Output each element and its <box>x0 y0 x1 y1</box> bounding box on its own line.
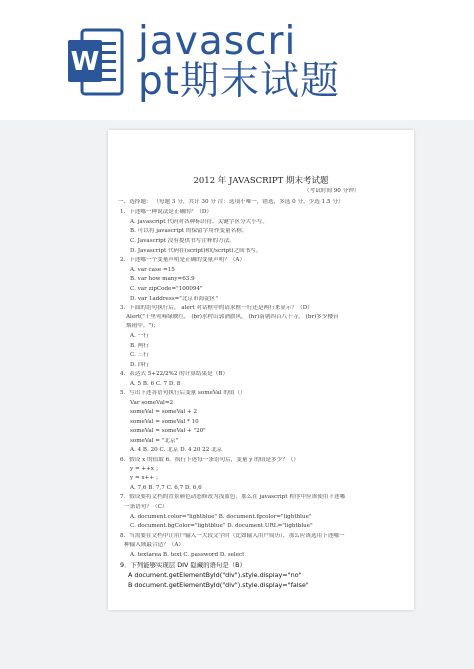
q7-options-cd: C. document.bgColor="lightblue" D. document.URL="lightblue" <box>130 523 313 529</box>
q3-option-d: D. 四行 <box>130 362 150 368</box>
q3-option-b: B. 两行 <box>130 343 149 349</box>
page-title-line-2: pt期末试题 <box>138 59 341 104</box>
question-2: 2．下述哪一个变量声明是正确的变量声明？（A） <box>120 257 246 263</box>
document-title: 2012 年 JAVASCRIPT 期末考试题 <box>193 176 329 186</box>
question-4: 4．表达式 5+22/2%2 的计算结果是（B） <box>120 371 229 377</box>
q5-code-line-5: someVal = "北京" <box>130 438 179 444</box>
q2-option-a: A. var case =15 <box>130 267 175 273</box>
q2-option-b: B. var how many=63.9 <box>130 276 195 282</box>
q5-options: A. 4 B. 20 C. 北京 D. 4 20 22 北京 <box>130 447 223 453</box>
q2-option-c: C. var zipCode="100094" <box>130 286 203 292</box>
q3-option-c: C. 三行 <box>130 352 149 358</box>
q6-code-line-1: y = ++x ； <box>130 466 162 472</box>
q5-code-line-2: someVal = someVal + 2 <box>130 409 198 415</box>
banner <box>0 0 474 120</box>
section-heading: 一、选择题： （每题 3 分，共计 30 分 注：选项不唯一，错选，多选 0 分，少选 1.5 分） <box>118 199 344 205</box>
page-title-line-1: javascri <box>138 19 297 64</box>
exam-time: （考试时间 90 分钟） <box>304 188 360 194</box>
q1-option-d: D. Javascript 代码在(script)和(/script)之间书写。 <box>130 248 262 254</box>
q1-option-a: A. javascript 代码对各种标识符、关键字区分大小写。 <box>130 219 268 225</box>
q1-option-b: B. 可以将 javascript 的保留字用作变量名称。 <box>130 228 248 234</box>
q6-code-line-2: y = x++ ； <box>130 475 162 481</box>
q6-options: A. 7,6 B. 7,7 C. 6,7 D. 6,6 <box>130 485 202 491</box>
q3-code-line-2: 烟雨中。")； <box>126 323 159 329</box>
question-5: 5．写出下述各语句执行后变量 someVal 的值（） <box>120 390 246 396</box>
document-content <box>108 130 414 610</box>
page-title <box>138 19 438 104</box>
q8-options: A. textarea B. text C. password D. select <box>130 552 245 558</box>
question-6: 6．假设 x 的值取 6，执行下述每一条语句后，变量 y 的值是多少？（） <box>120 457 299 463</box>
q3-code-line-1: Alert("千里莺啼绿映红， (br)水村山郭酒旗风， (hr)南朝四百八十寺， (br)多少楼台 <box>126 314 339 320</box>
q2-option-d: D. var 1address="北京市海淀区" <box>130 296 218 302</box>
question-8-cont: 种输入域最合适？（A） <box>124 542 184 548</box>
document-page[interactable] <box>108 130 414 610</box>
q7-options-ab: A. document.color="lightblue" B. document.fgcolor="lightblue" <box>130 514 312 520</box>
q5-code-line-4: someVal = someVal + "20" <box>130 428 206 434</box>
question-7-cont: 一条语句？（C） <box>124 504 168 510</box>
question-8: 8．当需要在文档中让用户输入一大段文字时（比如输入用户简历），那么应该选用下述哪一 <box>120 533 345 539</box>
q1-option-c: C. Javascript 没有提供书写注释的方法。 <box>130 238 235 244</box>
question-1: 1．下述哪一种说法是正确的？（D） <box>120 209 212 215</box>
question-3: 3．下面的语句执行后， alert 对话框中的请求框一行还是两行来显示？（D） <box>120 305 313 311</box>
svg-text:W: W <box>70 47 100 77</box>
q9-option-a: A document.getElementById("div").style.display="no" <box>128 572 302 579</box>
q5-code-line-1: Var someVal=2 <box>130 400 174 406</box>
question-7: 7．假设要将文档的背景颜色动态修改为浅蓝色，那么在 javascript 程序中应该使用下述哪 <box>120 494 346 500</box>
word-icon <box>66 28 126 98</box>
q3-option-a: A. 一行 <box>130 333 149 339</box>
question-9: 9．下列能够实现层 DIV 隐藏的语句是（B） <box>120 562 246 569</box>
q5-code-line-3: someVal = someVal * 10 <box>130 419 199 425</box>
q9-option-b: B document.getElementById("div").style.display="false" <box>128 582 309 589</box>
q4-options: A. 5 B. 6 C. 7 D. 8 <box>130 381 181 387</box>
